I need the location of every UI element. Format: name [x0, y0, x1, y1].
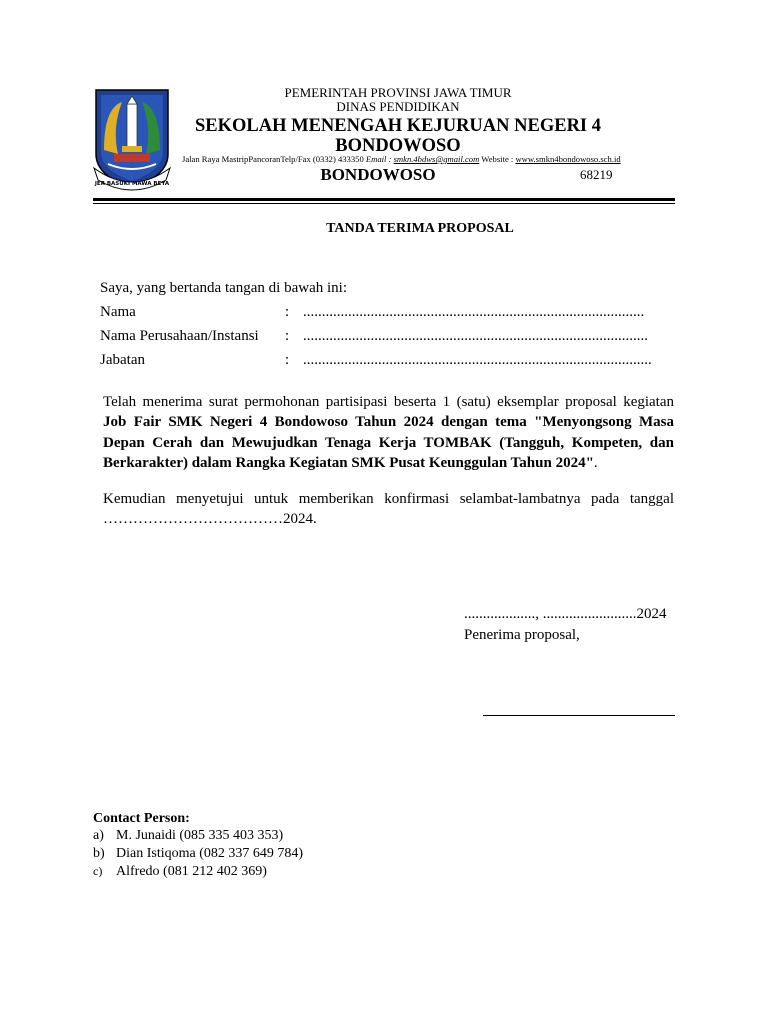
address-text: Jalan Raya MastripPancoranTelp/Fax (0332) 433350	[182, 154, 366, 164]
field-colon: :	[285, 304, 290, 320]
contact-heading: Contact Person:	[93, 811, 190, 826]
address-line	[182, 154, 621, 165]
field-blank-jabatan: .............................................................................................	[303, 352, 652, 368]
intro-text: Saya, yang bertanda tangan di bawah ini:	[100, 280, 348, 296]
website-label: Website :	[479, 154, 516, 164]
field-label-nama: Nama	[100, 304, 136, 320]
field-blank-perusahaan: ............................................................................................	[303, 328, 648, 344]
field-blank-nama: ...........................................................................................	[303, 304, 645, 320]
postal-code: 68219	[580, 167, 613, 182]
government-heading: PEMERINTAH PROVINSI JAWA TIMUR	[284, 85, 512, 100]
header-divider-thin	[93, 203, 675, 204]
list-marker: b)	[93, 846, 105, 861]
field-label-jabatan: Jabatan	[100, 352, 145, 368]
receipt-paragraph-end: .	[593, 454, 598, 471]
receipt-paragraph-intro: Telah menerima surat permohonan partisipasi beserta 1 (satu) eksemplar proposal kegiatan	[103, 394, 674, 410]
field-colon: :	[285, 352, 290, 368]
document-title: TANDA TERIMA PROPOSAL	[326, 221, 514, 236]
event-title-bold: Job Fair SMK Negeri 4 Bondowoso Tahun 2024 dengan tema "Menyongsong Masa Depan Cerah dan Mewujudkan Tenaga Kerja TOMBAK (Tangguh, Kompeten, dan Berkarakter) dalam Rangka Kegiatan SMK Pusat Keunggulan Tahun 2024"	[103, 414, 674, 471]
school-city-heading: BONDOWOSO	[335, 136, 461, 156]
contact-item	[93, 827, 283, 844]
field-label-perusahaan: Nama Perusahaan/Instansi	[100, 328, 259, 344]
logo-ribbon-motto: JER BASUKI MAWA BEYA	[94, 181, 170, 187]
header-divider-thick	[93, 198, 675, 201]
signature-role: Penerima proposal,	[464, 627, 580, 643]
receipt-paragraph	[103, 392, 674, 473]
signature-date: ..................., .........................2024	[464, 606, 667, 622]
department-heading: DINAS PENDIDIKAN	[336, 99, 460, 114]
field-colon: :	[285, 328, 290, 344]
contact-item	[93, 845, 303, 862]
signature-line	[483, 715, 675, 716]
contact-text: Dian Istiqoma (082 337 649 784)	[116, 846, 304, 861]
email-label: Email :	[365, 154, 394, 164]
east-java-emblem-logo	[92, 88, 172, 192]
website-link[interactable]: www.smkn4bondowoso.sch.id	[515, 154, 621, 164]
confirmation-paragraph: Kemudian menyetujui untuk memberikan konfirmasi selambat-lambatnya pada tanggal ………………………………2024.	[103, 491, 674, 528]
school-name-heading: SEKOLAH MENENGAH KEJURUAN NEGERI 4	[194, 116, 601, 136]
list-marker: c)	[93, 864, 103, 878]
email-link[interactable]: smkn.4bdws@gmail.com	[393, 154, 480, 164]
contact-text: M. Junaidi (085 335 403 353)	[116, 828, 284, 843]
city-line: BONDOWOSO	[320, 165, 436, 184]
contact-item	[93, 863, 267, 880]
list-marker: a)	[93, 828, 104, 843]
contact-text: Alfredo (081 212 402 369)	[116, 864, 267, 879]
